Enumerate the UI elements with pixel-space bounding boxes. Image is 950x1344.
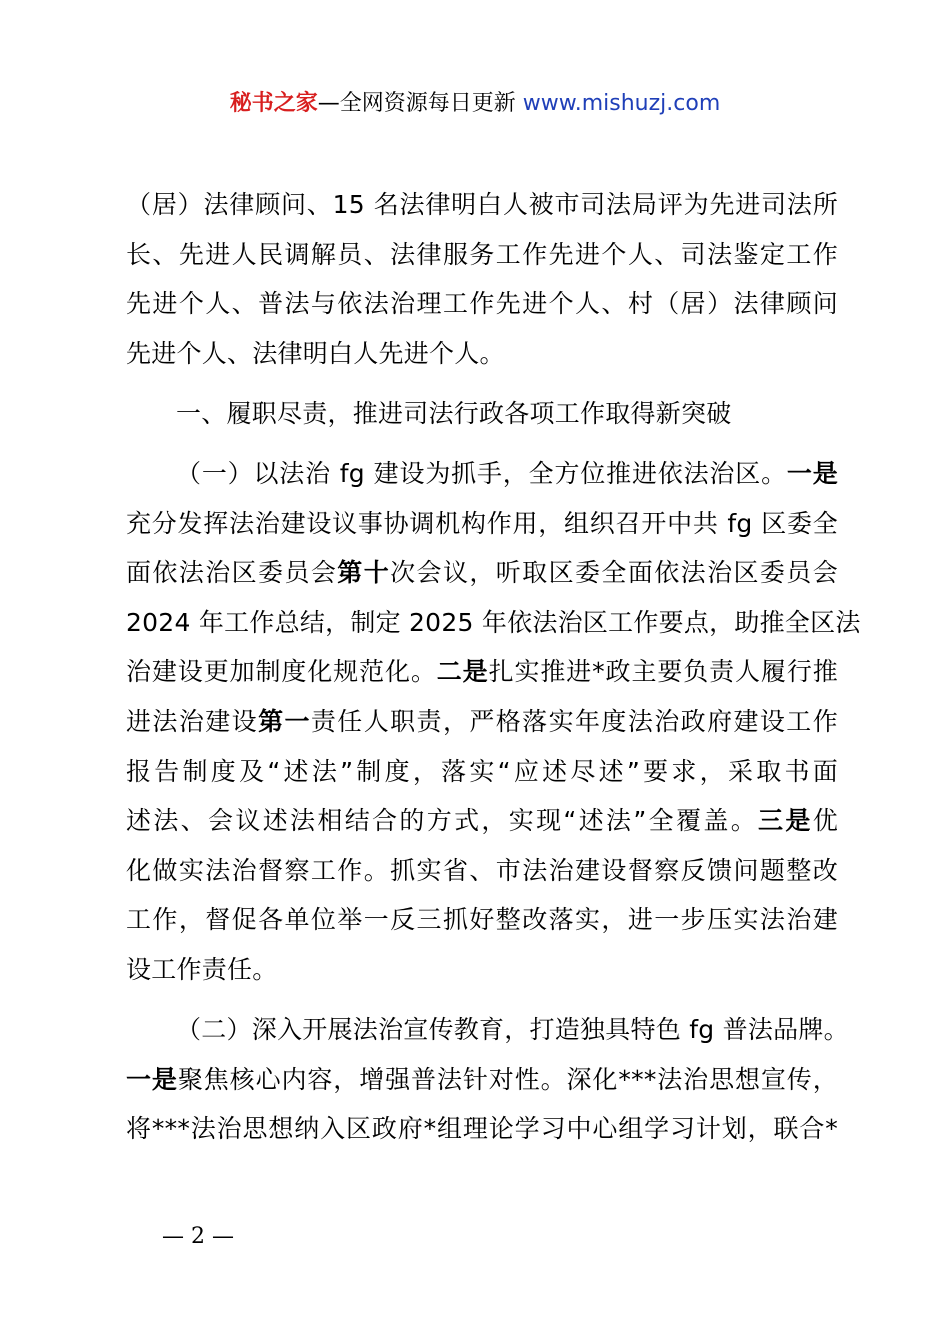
para1-text: 进法治建设: [126, 706, 259, 736]
para2-bold: 一是: [126, 1064, 178, 1094]
para2-text: 聚焦核心内容，增强普法针对性。深化***法治思想宣传，: [177, 1064, 838, 1094]
document-body: [126, 180, 861, 1154]
para1-text: 优: [812, 806, 838, 836]
para1-bold: 一是: [786, 458, 838, 488]
para1-line: [126, 697, 838, 747]
para1-line: 工作，督促各单位举一反三抓好整改落实，进一步压实法治建: [126, 905, 838, 935]
para1-text: 面依法治区委员会: [126, 558, 338, 588]
para2-line: [126, 1055, 838, 1105]
site-banner: [0, 86, 950, 122]
para1-line: [126, 647, 838, 697]
para1-text: （一）以法治 fg 建设为抓手，全方位推进依法治区。: [176, 458, 787, 488]
para0-line: 先进个人、普法与依法治理工作先进个人、村（居）法律顾问: [126, 289, 838, 319]
para1-text: 次会议，听取区委全面依法治区委员会: [390, 558, 838, 588]
page-number: — 2 —: [162, 1224, 234, 1249]
para2-line: （二）深入开展法治宣传教育，打造独具特色 fg 普法品牌。: [176, 1015, 849, 1044]
para1-line: 设工作责任。: [126, 954, 278, 984]
para1-text: 扎实推进*政主要负责人履行推: [488, 657, 838, 687]
para2-line: 将***法治思想纳入区政府*组理论学习中心组学习计划，联合*: [126, 1114, 838, 1144]
para1-line: [126, 449, 838, 499]
para1-text: 述法、会议述法相结合的方式，实现“述法”全覆盖。: [126, 806, 759, 836]
para1-bold: 第一: [258, 706, 311, 736]
para1-text: 治建设更加制度化规范化。: [126, 657, 437, 687]
para1-bold: 二是: [436, 657, 489, 687]
para1-line: 报告制度及“述法”制度，落实“应述尽述”要求，采取书面: [126, 756, 838, 786]
banner-brand: 秘书之家: [229, 91, 318, 116]
section-heading: 一、履职尽责，推进司法行政各项工作取得新突破: [176, 398, 732, 428]
para0-line: （居）法律顾问、15 名法律明白人被市司法局评为先进司法所: [126, 190, 838, 219]
para1-line: 化做实法治督察工作。抓实省、市法治建设督察反馈问题整改: [126, 855, 838, 885]
para0-line: 先进个人、法律明白人先进个人。: [126, 338, 505, 368]
para1-line: [126, 796, 838, 846]
para1-bold: 第十: [337, 558, 391, 588]
para1-line: 2024 年工作总结，制定 2025 年依法治区工作要点，助推全区法: [126, 607, 861, 637]
banner-tagline: —全网资源每日更新: [317, 91, 523, 116]
para0-line: 长、先进人民调解员、法律服务工作先进个人、司法鉴定工作: [126, 239, 838, 269]
para1-line: 充分发挥法治建设议事协调机构作用，组织召开中共 fg 区委全: [126, 508, 838, 538]
para1-line: [126, 548, 838, 598]
para1-text: 责任人职责，严格落实年度法治政府建设工作: [310, 706, 838, 736]
para1-bold: 三是: [758, 806, 813, 836]
banner-url-link[interactable]: www.mishuzj.com: [522, 91, 721, 116]
